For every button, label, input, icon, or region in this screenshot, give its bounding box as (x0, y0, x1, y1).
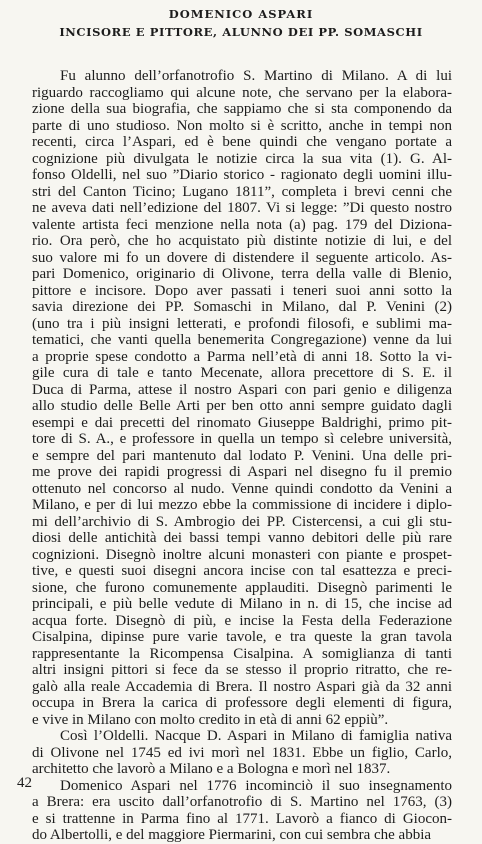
text-line: architetto che lavorò a Milano e a Bologna e morì nel 1837. (32, 761, 391, 777)
text-line: stri del Canton Ticino; Lugano 1811”, completa i brevi cenni che (32, 183, 452, 200)
text-line: gile cura di tale e tanto Mecenate, allora precettore di S. E. il (32, 365, 452, 381)
text-line: a proprie spese condotto a Parma nell’età di anni 18. Sotto la vi- (32, 348, 452, 365)
text-line: e sempre del pari mantenuto dal lodato P. Venini. Una delle pri- (32, 447, 452, 464)
text-line: esempi e dai precetti del rinomato Giuseppe Baldrighi, primo pit- (32, 414, 452, 431)
text-line: ottenuto nel concorso al nudo. Venne quindi condotto da Venini a (32, 480, 452, 497)
text-line: Così l’Oldelli. Nacque D. Aspari in Milano di famiglia nativa (60, 728, 452, 744)
text-line: Fu alunno dell’orfanotrofio S. Martino di Milano. A di lui (60, 68, 452, 84)
text-line: principali, e più belle vedute di Milano in n. di 15, che incise ad (32, 596, 452, 612)
text-line: sione, che furono comunemente applauditi. Disegnò parimenti le (32, 579, 452, 596)
text-line: fonso Oldelli, nel suo ”Diario storico - ragionato degli uomini illu- (32, 167, 452, 183)
text-line: e si trattenne in Parma fino al 1771. Lavorò a fianco di Giocon- (32, 810, 452, 827)
chapter-title-subtitle: INCISORE E PITTORE, ALUNNO DEI PP. SOMASCHI (59, 25, 423, 39)
text-line: pari Domenico, originario di Olivone, terra della valle di Blenio, (32, 266, 452, 282)
text-line: diosi delle antichità dei bassi tempi vanno debitori delle più rare (32, 530, 452, 546)
text-line: pittore e incisore. Dopo aver passati i teneri suoi anni sotto la (32, 282, 452, 299)
text-line: valente artista feci menzione nella nota (a) pag. 179 del Diziona- (32, 216, 452, 233)
text-line: acqua forte. Disegnò di più, e incise la Festa della Federazione (32, 612, 452, 629)
text-line: tive, e questi suoi disegni ancora incise con tal esattezza e preci- (32, 563, 452, 579)
text-line: galò alla reale Accademia di Brera. Il nostro Aspari già da 32 anni (32, 678, 452, 695)
text-line: recenti, circa l’Aspari, ed è bene quindi che vengano portate a (32, 134, 452, 150)
page-number: 42 (17, 775, 32, 791)
text-line: e vive in Milano con molto credito in età di anni 62 eppiù”. (32, 711, 389, 728)
text-line: suo valore mi fo un dovere di distendere il seguente articolo. As- (32, 249, 452, 266)
text-line: di Olivone nel 1745 ed ivi morì nel 1831. Ebbe un figlio, Carlo, (32, 744, 452, 761)
text-line: savia direzione dei PP. Somaschi in Milano, dal P. Venini (2) (32, 299, 452, 315)
text-line: Milano, e per di lui mezzo ebbe la commissione di incidere i diplo- (32, 497, 452, 513)
text-line: Duca di Parma, attese il nostro Aspari con pari genio e diligenza (32, 381, 452, 398)
text-line: Cisalpina, dipinse pure varie tavole, e tra queste la gran tavola (32, 629, 452, 645)
text-line: ne aveva dati nell’edizione del 1807. Vi si legge: ”Di questo nostro (32, 200, 452, 216)
text-line: parte di uno studioso. Non molto si è scritto, anche in tempi non (32, 117, 452, 134)
text-line: (uno tra i più insigni letterati, e profondi filosofi, e sublimi ma- (32, 315, 452, 332)
body-text (32, 68, 452, 844)
text-line: zione della sua biografia, che sappiamo che si sta componendo da (32, 101, 452, 117)
text-line: riguardo raccogliamo qui alcune note, che servano per la elabora- (32, 84, 452, 101)
text-line: tematici, che vanti quella benemerita Congregazione) venne da lui (32, 332, 452, 348)
text-line: do Albertolli, e del maggiore Piermarini, con cui sembra che abbia (32, 827, 432, 843)
text-line: cognizioni. Disegnò inoltre alcuni monasteri con piante e prospet- (32, 546, 452, 563)
text-line: Domenico Aspari nel 1776 incominciò il suo insegnamento (60, 777, 452, 794)
text-line: allo studio delle Belle Arti per ben otto anni sempre guidato dagli (32, 398, 452, 414)
text-line: rappresentante la Ricompensa Cisalpina. A somiglianza di tanti (32, 645, 452, 662)
text-line: tore di S. A., e professore in quella un tempo sì celebre università, (32, 431, 452, 447)
text-line: cognizione più divulgata le notizie circa la sua vita (1). G. Al- (32, 150, 452, 167)
text-line: me prove dei rapidi progressi di Aspari nel disegno fu il premio (32, 464, 452, 480)
text-line: a Brera: era uscito dall’orfanotrofio di S. Martino nel 1763, (3) (32, 794, 452, 810)
text-line: occupa in Brera la carica di professore degli elementi di figura, (32, 695, 452, 711)
text-line: mi dell’archivio di S. Ambrogio dei PP. Cistercensi, a cui gli stu- (32, 513, 452, 530)
text-line: altri insigni pittori si fece da se stesso il proprio ritratto, che re- (32, 662, 452, 678)
chapter-title-name: DOMENICO ASPARI (168, 7, 314, 21)
text-line: rio. Ora però, che ho acquistato più distinte notizie di lui, e del (32, 233, 452, 249)
